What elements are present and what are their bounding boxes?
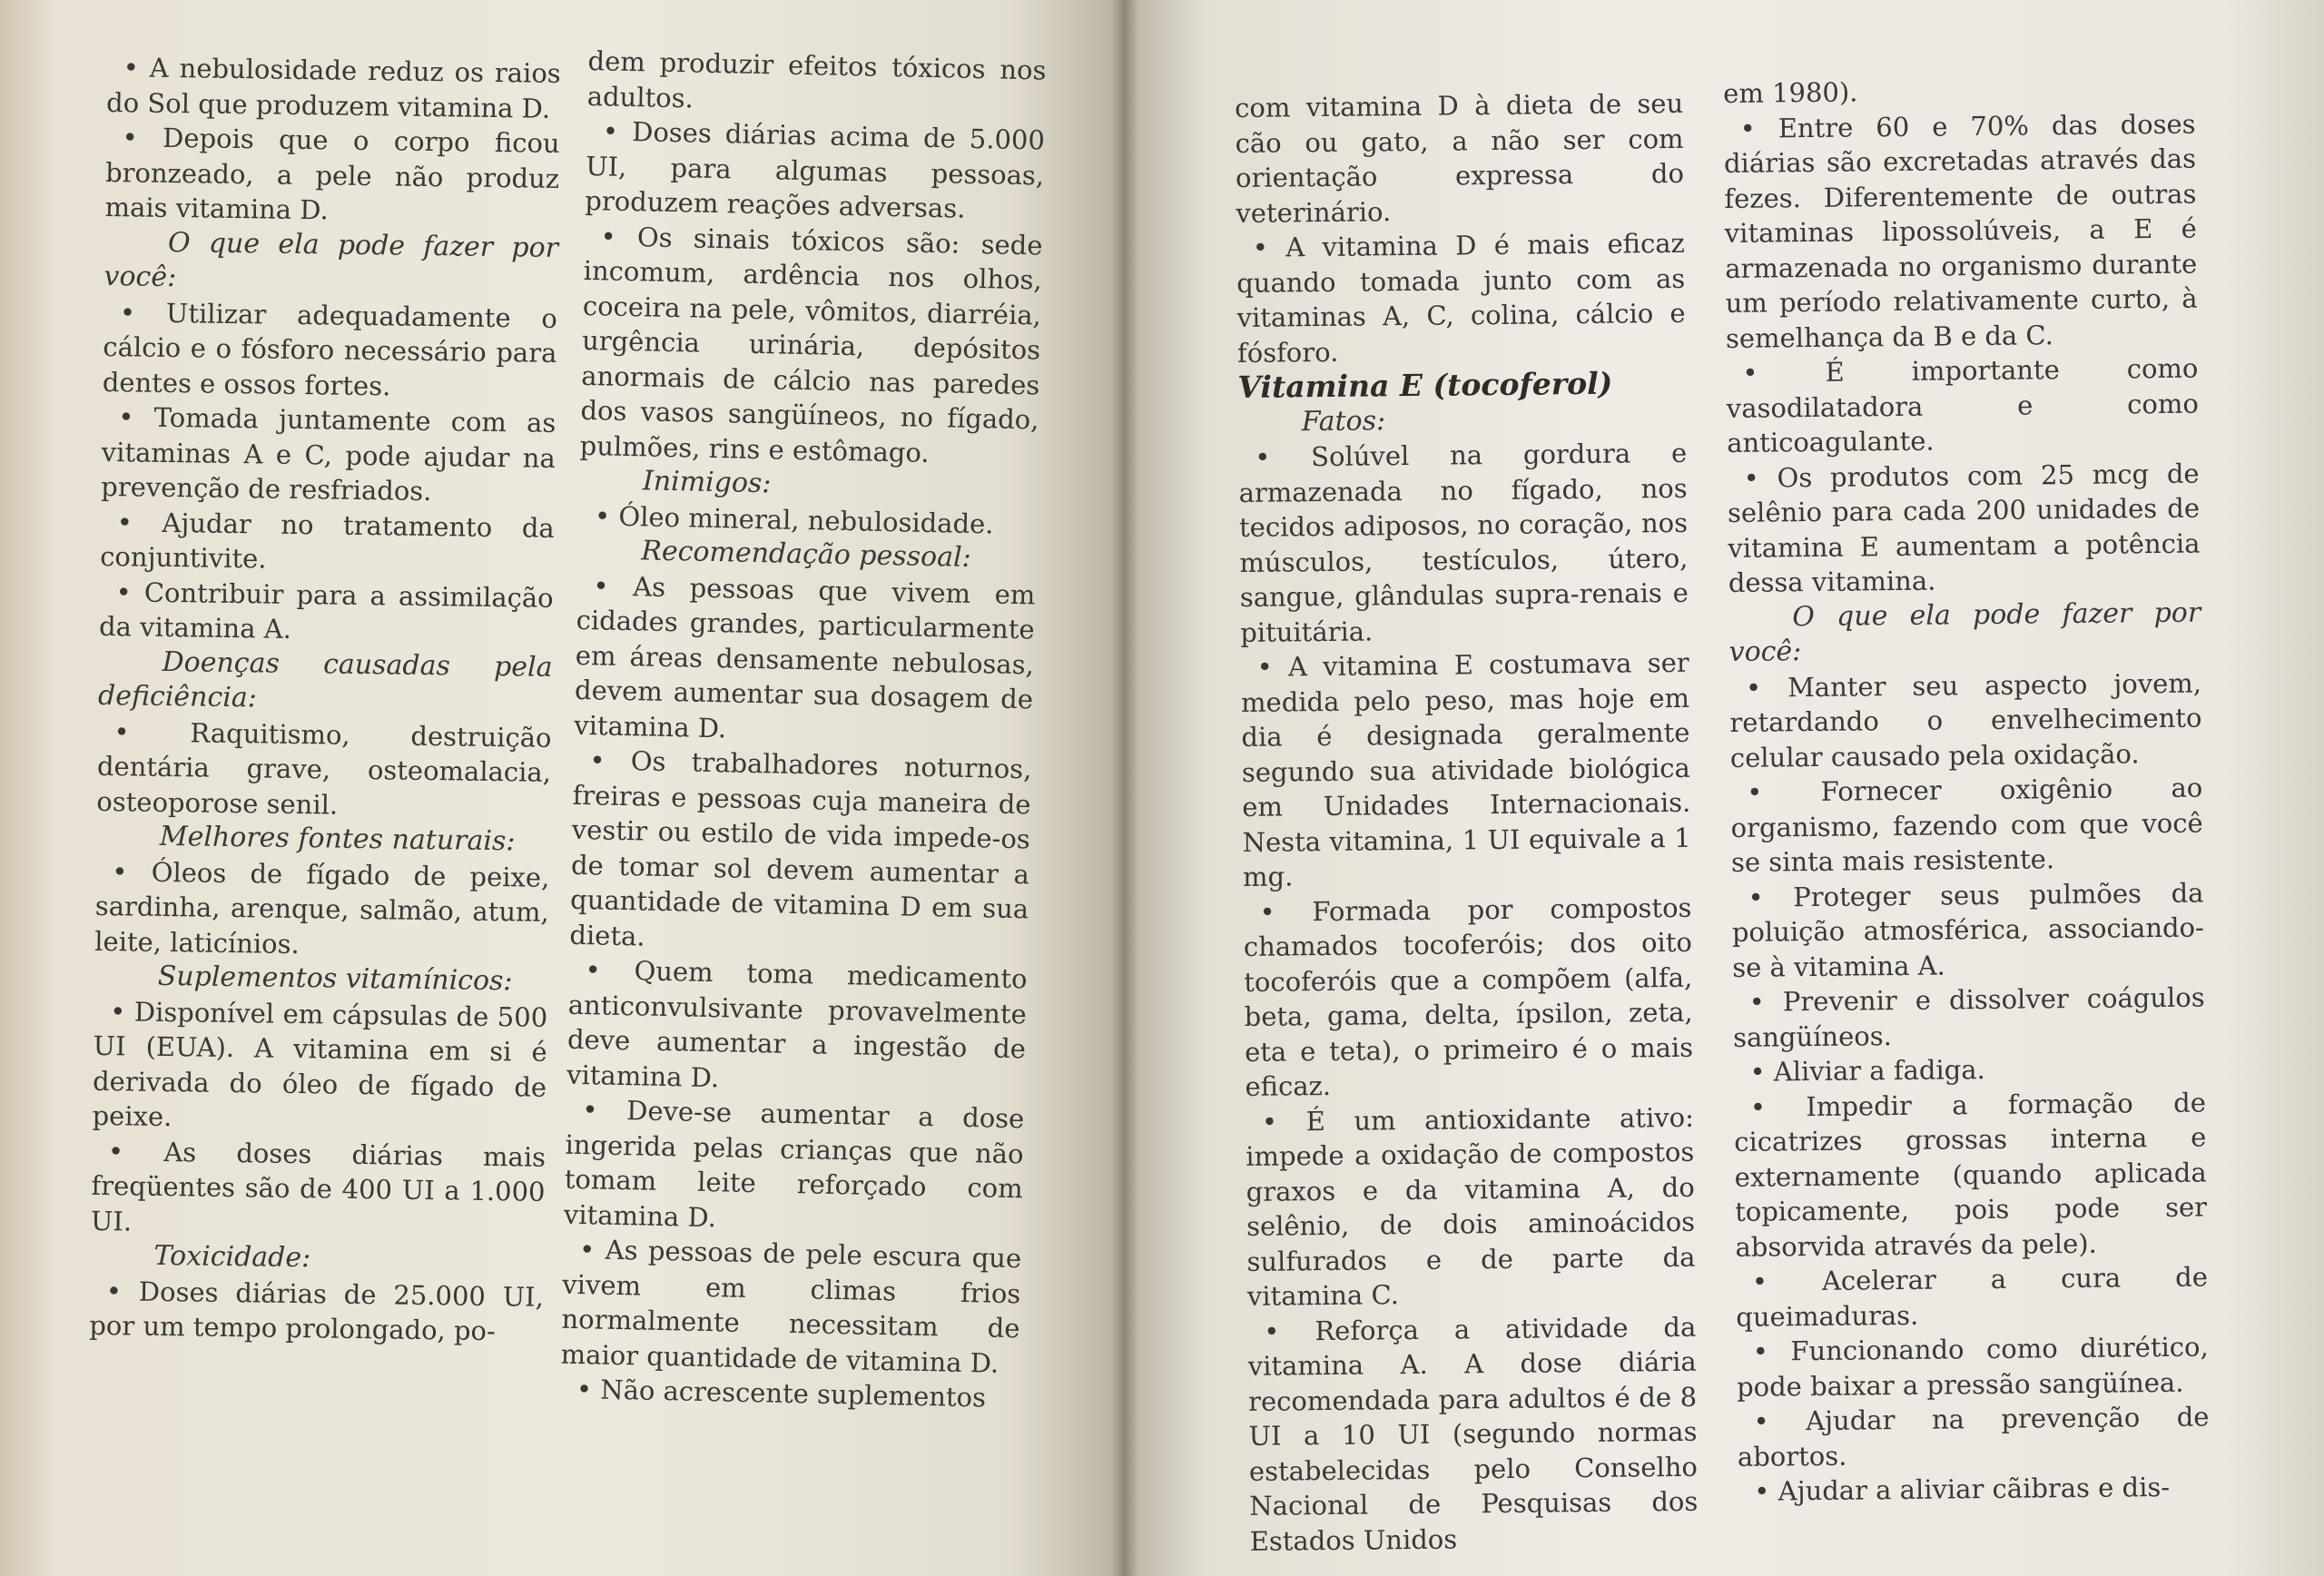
bullet-item: • Os sinais tóxicos são: sede incomum, ardência nos olhos, coceira na pele, vômitos, diarréia, urgência urinária, depósitos anormais de cálcio nas paredes dos vasos sangüíneos, no fígado, pulmões, rins e estômago. — [579, 218, 1043, 472]
bullet-item: • Entre 60 e 70% das doses diárias são excretadas através das fezes. Diferentemente de outras vitaminas lipossolúveis, a E é armazenada no organismo durante um período relativamente curto, à semelhança da B e da C. — [1723, 106, 2198, 356]
bullet-item: • Solúvel na gordura e armazenada no fígado, nos tecidos adiposos, no coração, nos músculos, testículos, útero, sangue, glândulas supra-renais e pituitária. — [1238, 436, 1689, 650]
bullet-item: • As doses diárias mais freqüentes são de 400 UI a 1.000 UI. — [91, 1133, 547, 1244]
continued-text: em 1980). — [1723, 76, 1858, 109]
bullet-item: • As pessoas que vivem em cidades grandes, particularmente em áreas densamente nebulosas, devem aumentar sua dosagem de vitamina D. — [574, 567, 1036, 752]
chapter-title: Vitamina E (tocoferol) — [1237, 365, 1613, 405]
bullet-item: • Tomada juntamente com as vitaminas A e C, pode ajudar na prevenção de resfriados. — [101, 399, 556, 510]
bullet-item: • É importante como vasodilatadora e como anticoagulante. — [1726, 351, 2199, 461]
bullet-item: • Os trabalhadores noturnos, freiras e pessoas cuja maneira de vestir ou estilo de vida impede-os de tomar sol devem aumentar a quantidade de vitamina D em sua dieta. — [569, 743, 1032, 962]
bullet-item: • A vitamina D é mais eficaz quando tomada junto com as vitaminas A, C, colina, cálcio e fósforo. — [1236, 226, 1687, 370]
bullet-item: • Disponível em cápsulas de 500 UI (EUA). A vitamina em si é derivada do óleo de fígado de peixe. — [92, 993, 547, 1139]
bullet-item: • Funcionando como diurético, pode baixar a pressão sangüínea. — [1737, 1329, 2210, 1404]
right-column-1 — [1235, 86, 1699, 1559]
bullet-item: • Formada por compostos chamados tocoferóis; dos oito tocoferóis que a compõem (alfa, beta, gama, delta, ípsilon, zeta, eta e teta), o primeiro é o mais eficaz. — [1243, 890, 1693, 1104]
left-page — [0, 0, 1122, 1576]
bullet-item: • Óleo mineral, nebulosidade. — [578, 497, 1038, 542]
book-gutter — [1111, 0, 1138, 1576]
left-column-1 — [89, 50, 561, 1349]
bullet-item: • Contribuir para a assimilação da vitamina A. — [99, 574, 554, 650]
left-column-2 — [560, 44, 1047, 1416]
bullet-item: • Ajudar no tratamento da conjuntivite. — [100, 504, 555, 580]
continued-text: dem produzir efeitos tóxicos nos adultos. — [586, 44, 1047, 113]
section-heading-toxicity: Toxicidade: — [153, 1239, 311, 1275]
bullet-item: • Depois que o corpo ficou bronzeado, a pele não produz mais vitamina D. — [104, 120, 560, 231]
right-column-2 — [1723, 72, 2211, 1510]
bullet-item: • As pessoas de pele escura que vivem em climas frios normalmente necessitam de maior quantidade de vitamina D. — [560, 1232, 1021, 1382]
bullet-item: • Óleos de fígado de peixe, sardinha, arenque, salmão, atum, leite, laticínios. — [94, 853, 550, 964]
section-heading-enemies: Inimigos: — [642, 465, 772, 500]
right-page — [1122, 0, 2324, 1576]
bullet-item: • Doses diárias de 25.000 UI, por um tempo prolongado, po- — [89, 1273, 544, 1349]
bullet-item: • Os produtos com 25 mcg de selênio para cada 200 unidades de vitamina E aumentam a potência dessa vitamina. — [1727, 456, 2201, 600]
bullet-item: • Deve-se aumentar a dose ingerida pelas crianças que não tomam leite reforçado com vitamina D. — [564, 1092, 1025, 1242]
bullet-item: • Prevenir e dissolver coágulos sangüíneos. — [1732, 980, 2205, 1054]
section-heading-sources: Melhores fontes naturais: — [159, 820, 516, 858]
bullet-item: • A nebulosidade reduz os raios do Sol que produzem vitamina D. — [106, 50, 561, 126]
section-heading-deficiency: Doenças causadas pela deficiência: — [97, 645, 553, 714]
bullet-item: • Impedir a formação de cicatrizes grossas interna e externamente (quando aplicada topicamente, pois pode ser absorvida através da pele). — [1734, 1085, 2208, 1265]
bullet-item: • Raquitismo, destruição dentária grave, osteomalacia, osteoporose senil. — [96, 714, 552, 824]
bullet-item: • Doses diárias acima de 5.000 UI, para algumas pessoas, produzem reações adversas. — [585, 113, 1045, 228]
bullet-item: • Ajudar na prevenção de abortos. — [1737, 1399, 2210, 1473]
bullet-item: • Reforça a atividade da vitamina A. A dose diária recomendada para adultos é de 8 UI a 10 UI (segundo normas estabelecidas pelo Conselho Nacional de Pesquisas dos Estados Unidos — [1247, 1309, 1699, 1559]
bullet-item: • Aliviar a fadiga. — [1733, 1049, 2205, 1089]
bullet-item: • Quem toma medicamento anticonvulsivante provavelmente deve aumentar a ingestão de vitamina D. — [566, 952, 1028, 1102]
bullet-item: • Fornecer oxigênio ao organismo, fazendo com que você se sinta mais resistente. — [1730, 771, 2203, 881]
bullet-item: • A vitamina E costumava ser medida pelo peso, mas hoje em dia é designada geralmente segundo sua atividade biológica em Unidades Internacionais. Nesta vitamina, 1 UI equivale a 1 mg. — [1240, 645, 1691, 895]
bullet-item: • Não acrescente suplementos — [560, 1372, 1019, 1416]
bullet-item: • É um antioxidante ativo: impede a oxidação de compostos graxos e da vitamina A, do selênio, de dois aminoácidos sulfurados e de parte da vitamina C. — [1246, 1099, 1696, 1314]
section-heading-benefits: O que ela pode fazer por você: — [103, 226, 559, 294]
bullet-item: • Manter seu aspecto jovem, retardando o envelhecimento celular causado pela oxidação. — [1729, 665, 2202, 775]
section-heading-benefits: O que ela pode fazer por você: — [1728, 596, 2201, 668]
bullet-item: • Ajudar a aliviar cãibras e dis- — [1738, 1469, 2210, 1509]
bullet-item: • Proteger seus pulmões da poluição atmosférica, associando-se à vitamina A. — [1731, 875, 2204, 985]
continued-text: com vitamina D à dieta de seu cão ou gato, a não ser com orientação expressa do veterinário. — [1235, 87, 1685, 229]
section-heading-recommendation: Recomendação pessoal: — [640, 535, 972, 574]
section-heading-supplements: Suplementos vitamínicos: — [157, 960, 513, 998]
bullet-item: • Acelerar a cura de queimaduras. — [1736, 1259, 2209, 1334]
bullet-item: • Utilizar adequadamente o cálcio e o fósforo necessário para dentes e ossos fortes. — [103, 294, 558, 405]
section-heading-facts: Fatos: — [1301, 404, 1386, 438]
